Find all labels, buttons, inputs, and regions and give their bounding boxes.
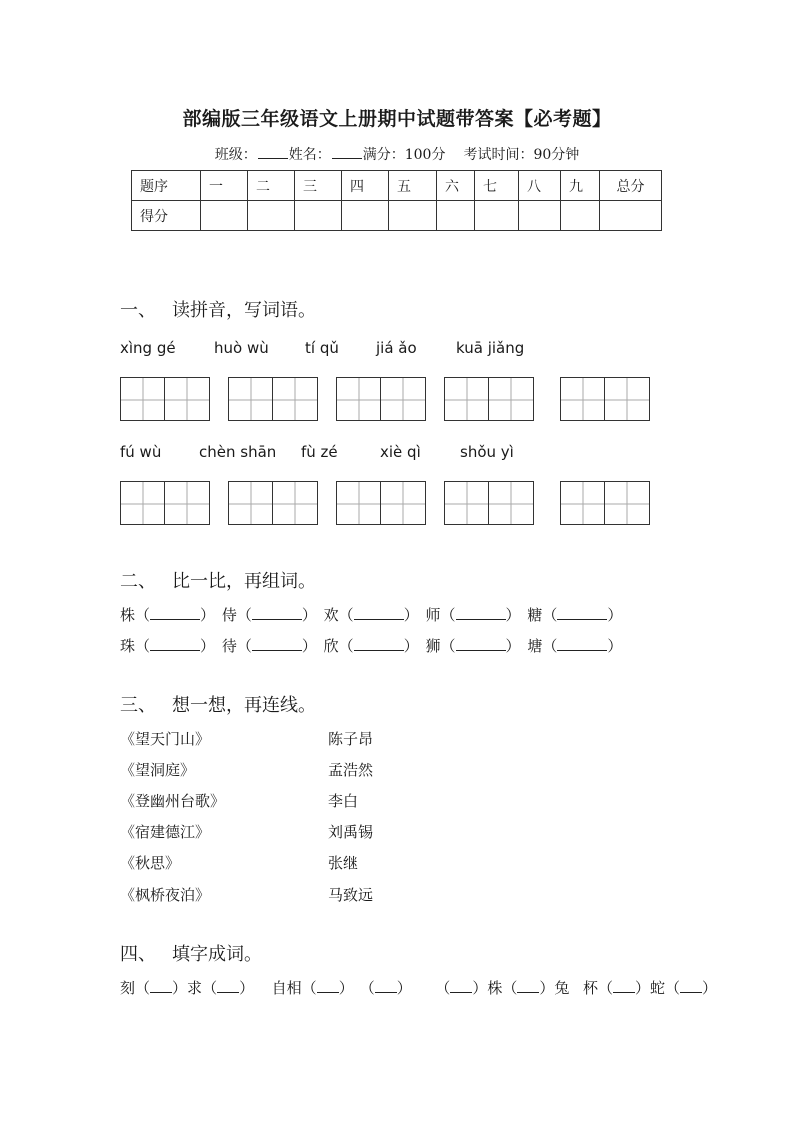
- section-3-heading: [120, 691, 316, 717]
- score-table: [131, 170, 662, 231]
- char: 欣: [323, 637, 339, 655]
- author-item[interactable]: 刘禹锡: [328, 823, 374, 841]
- char: 塘: [527, 637, 543, 655]
- score-cell[interactable]: [248, 201, 295, 231]
- section-number: 四、: [120, 944, 156, 965]
- table-cell: 一: [201, 171, 248, 201]
- table-cell: 得分: [132, 201, 201, 231]
- pinyin-row-1: [0, 339, 794, 359]
- char: 待: [221, 637, 237, 655]
- author-item[interactable]: 马致远: [328, 886, 374, 904]
- full-score: 满分：100分: [362, 147, 446, 163]
- table-cell: 四: [342, 171, 389, 201]
- char: 求: [187, 979, 203, 997]
- char: 兔: [554, 979, 570, 997]
- answer-blank[interactable]: [456, 606, 506, 620]
- section-title: 比一比，再组词。: [172, 571, 316, 592]
- compare-row-1: 株（ ） 侍（ ） 欢（ ） 师（ ） 糖（ ）: [120, 606, 623, 624]
- class-label: 班级：: [214, 147, 257, 163]
- pinyin-text: fú wù: [120, 443, 162, 461]
- table-cell: 八: [519, 171, 561, 201]
- table-cell: 七: [475, 171, 519, 201]
- answer-blank[interactable]: [613, 979, 635, 993]
- fill-words-row: 刻（ ）求（ ） 自相（ ） （ ） （ ）株（ ）兔 杯（ ）蛇（ ）: [120, 979, 718, 997]
- section-number: 二、: [120, 571, 156, 592]
- answer-blank[interactable]: [150, 637, 200, 651]
- score-cell[interactable]: [561, 201, 600, 231]
- score-cell[interactable]: [600, 201, 662, 231]
- char: 师: [425, 606, 441, 624]
- section-2-heading: [120, 567, 316, 593]
- score-cell[interactable]: [475, 201, 519, 231]
- char-box[interactable]: [560, 377, 650, 421]
- score-cell[interactable]: [389, 201, 437, 231]
- pinyin-text: tí qǔ: [305, 339, 339, 357]
- section-title: 读拼音，写词语。: [172, 300, 316, 321]
- poem-item[interactable]: 《宿建德江》: [120, 823, 211, 841]
- section-title: 想一想，再连线。: [172, 695, 316, 716]
- score-table-header-row: [132, 171, 662, 201]
- char: 刻: [120, 979, 136, 997]
- pinyin-row-2: [0, 443, 794, 463]
- compare-row-2: 珠（ ） 待（ ） 欣（ ） 狮（ ） 塘（ ）: [120, 637, 623, 655]
- char: 蛇: [650, 979, 666, 997]
- pinyin-text: chèn shān: [199, 443, 277, 461]
- answer-blank[interactable]: [252, 637, 302, 651]
- author-item[interactable]: 张继: [328, 854, 359, 872]
- name-label: 姓名：: [288, 147, 331, 163]
- char-box[interactable]: [228, 481, 318, 525]
- score-cell[interactable]: [295, 201, 342, 231]
- table-cell: 三: [295, 171, 342, 201]
- answer-blank[interactable]: [557, 637, 607, 651]
- score-cell[interactable]: [201, 201, 248, 231]
- section-number: 一、: [120, 300, 156, 321]
- pinyin-text: huò wù: [214, 339, 269, 357]
- char: 狮: [425, 637, 441, 655]
- char-box[interactable]: [336, 377, 426, 421]
- answer-blank[interactable]: [456, 637, 506, 651]
- table-cell: 总分: [600, 171, 662, 201]
- char-box[interactable]: [444, 377, 534, 421]
- pinyin-text: fù zé: [301, 443, 338, 461]
- poem-item[interactable]: 《登幽州台歌》: [120, 792, 226, 810]
- char-box[interactable]: [444, 481, 534, 525]
- pinyin-text: shǒu yì: [460, 443, 514, 461]
- char-box[interactable]: [228, 377, 318, 421]
- class-blank[interactable]: [258, 144, 288, 159]
- char: 珠: [120, 637, 136, 655]
- char-box[interactable]: [120, 377, 210, 421]
- answer-blank[interactable]: [680, 979, 702, 993]
- score-cell[interactable]: [342, 201, 389, 231]
- char: 杯: [582, 979, 598, 997]
- answer-blank[interactable]: [375, 979, 397, 993]
- score-table-score-row: [132, 201, 662, 231]
- char: 欢: [323, 606, 339, 624]
- page-title: 部编版三年级语文上册期中试题带答案【必考题】: [182, 108, 612, 130]
- section-title: 填字成词。: [172, 944, 262, 965]
- char: 糖: [527, 606, 543, 624]
- poem-item[interactable]: 《枫桥夜泊》: [120, 886, 211, 904]
- poem-item[interactable]: 《望天门山》: [120, 730, 211, 748]
- pinyin-text: kuā jiǎng: [456, 339, 525, 357]
- author-item[interactable]: 陈子昂: [328, 730, 374, 748]
- poem-item[interactable]: 《望洞庭》: [120, 761, 196, 779]
- exam-time: 考试时间：90分钟: [463, 147, 580, 163]
- name-blank[interactable]: [332, 144, 362, 159]
- answer-blank[interactable]: [354, 637, 404, 651]
- answer-blank[interactable]: [450, 979, 472, 993]
- answer-blank[interactable]: [252, 606, 302, 620]
- table-cell: 六: [437, 171, 475, 201]
- answer-blank[interactable]: [317, 979, 339, 993]
- answer-blank[interactable]: [150, 606, 200, 620]
- section-1-heading: [120, 296, 316, 322]
- section-number: 三、: [120, 695, 156, 716]
- pinyin-text: jiá ǎo: [376, 339, 417, 357]
- answer-blank[interactable]: [354, 606, 404, 620]
- answer-blank[interactable]: [150, 979, 172, 993]
- char: 株: [487, 979, 503, 997]
- pinyin-text: xiè qì: [380, 443, 421, 461]
- score-cell[interactable]: [519, 201, 561, 231]
- table-cell: 九: [561, 171, 600, 201]
- author-item[interactable]: 李白: [328, 792, 359, 810]
- table-cell: 题序: [132, 171, 201, 201]
- char: 株: [120, 606, 136, 624]
- score-cell[interactable]: [437, 201, 475, 231]
- char: 侍: [221, 606, 237, 624]
- char-box[interactable]: [120, 481, 210, 525]
- exam-info: [0, 144, 794, 164]
- poem-item[interactable]: 《秋思》: [120, 854, 181, 872]
- answer-blank[interactable]: [217, 979, 239, 993]
- table-cell: 二: [248, 171, 295, 201]
- char-box[interactable]: [560, 481, 650, 525]
- table-cell: 五: [389, 171, 437, 201]
- section-4-heading: [120, 940, 262, 966]
- answer-blank[interactable]: [517, 979, 539, 993]
- author-item[interactable]: 孟浩然: [328, 761, 374, 779]
- answer-blank[interactable]: [557, 606, 607, 620]
- pinyin-text: xìng gé: [120, 339, 176, 357]
- char: 自相: [271, 979, 302, 997]
- char-box[interactable]: [336, 481, 426, 525]
